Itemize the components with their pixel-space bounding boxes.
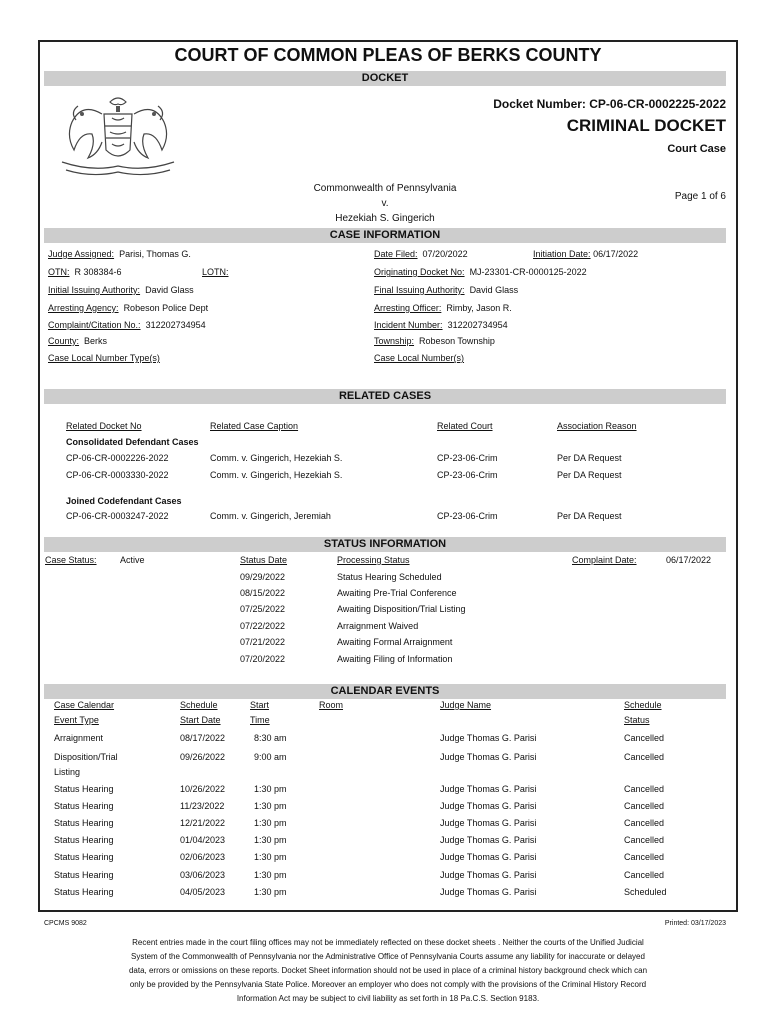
event-type-header-2: Event Type [54, 715, 99, 725]
township: Township: Robeson Township [374, 336, 495, 346]
caption-plaintiff: Commonwealth of Pennsylvania [313, 183, 457, 194]
schedule-date-header-1: Schedule [180, 700, 218, 710]
printed-date: Printed: 03/17/2023 [664, 920, 726, 927]
schedule-date-header-2: Start Date [180, 715, 221, 725]
joined-group-title: Joined Codefendant Cases [66, 496, 182, 506]
related-caption-header: Related Case Caption [210, 421, 299, 431]
docket-bar: DOCKET [44, 71, 726, 86]
pennsylvania-coat-of-arms-icon [52, 92, 184, 178]
page-info: Page 1 of 6 [674, 191, 726, 202]
originating-docket: Originating Docket No: MJ-23301-CR-0000125-2022 [374, 267, 587, 277]
initial-issuing-authority: Initial Issuing Authority: David Glass [48, 285, 194, 295]
case-local-numbers: Case Local Number(s) [374, 353, 465, 363]
case-kind: Court Case [667, 143, 726, 155]
judge-assigned: Judge Assigned: Parisi, Thomas G. [48, 249, 191, 259]
case-status-value: Active [120, 555, 145, 565]
association-reason-header: Association Reason [557, 421, 637, 431]
event-type-header-1: Case Calendar [54, 700, 115, 710]
consolidated-group-title: Consolidated Defendant Cases [66, 437, 199, 447]
final-issuing-authority: Final Issuing Authority: David Glass [374, 285, 519, 295]
docket-type: CRIMINAL DOCKET [566, 116, 726, 135]
court-title: COURT OF COMMON PLEAS OF BERKS COUNTY [174, 45, 602, 65]
judge-name-header: Judge Name [440, 700, 492, 710]
date-filed: Date Filed: 07/20/2022 [374, 249, 468, 259]
incident-number: Incident Number: 312202734954 [374, 320, 508, 330]
docket-number: Docket Number: CP-06-CR-0002225-2022 [493, 97, 726, 111]
status-information-bar: STATUS INFORMATION [44, 537, 726, 552]
related-cases-bar: RELATED CASES [44, 389, 726, 404]
initiation-date: Initiation Date: 06/17/2022 [533, 249, 639, 259]
case-local-number-type: Case Local Number Type(s) [48, 353, 160, 363]
form-code: CPCMS 9082 [44, 920, 87, 927]
status-date-header: Status Date [240, 555, 288, 565]
complaint-citation: Complaint/Citation No.: 312202734954 [48, 320, 206, 330]
schedule-status-header-1: Schedule [624, 700, 662, 710]
caption-defendant: Hezekiah S. Gingerich [335, 213, 435, 224]
related-docket-header: Related Docket No [66, 421, 142, 431]
case-information-bar: CASE INFORMATION [44, 228, 726, 243]
processing-status-header: Processing Status [337, 555, 410, 565]
lotn: LOTN: [202, 267, 229, 277]
case-status-label: Case Status: [45, 555, 97, 565]
otn: OTN: R 308384-6 [48, 267, 122, 277]
complaint-date-value: 06/17/2022 [666, 555, 712, 565]
caption-versus: v. [381, 198, 389, 209]
related-court-header: Related Court [437, 421, 493, 431]
complaint-date-label: Complaint Date: [572, 555, 637, 565]
start-time-header-2: Time [250, 715, 270, 725]
room-header: Room [319, 700, 344, 710]
start-time-header-1: Start [250, 700, 270, 710]
county: County: Berks [48, 336, 108, 346]
calendar-events-bar: CALENDAR EVENTS [44, 684, 726, 699]
arresting-agency: Arresting Agency: Robeson Police Dept [48, 303, 209, 313]
arresting-officer: Arresting Officer: Rimby, Jason R. [374, 303, 512, 313]
schedule-status-header-2: Status [624, 715, 650, 725]
